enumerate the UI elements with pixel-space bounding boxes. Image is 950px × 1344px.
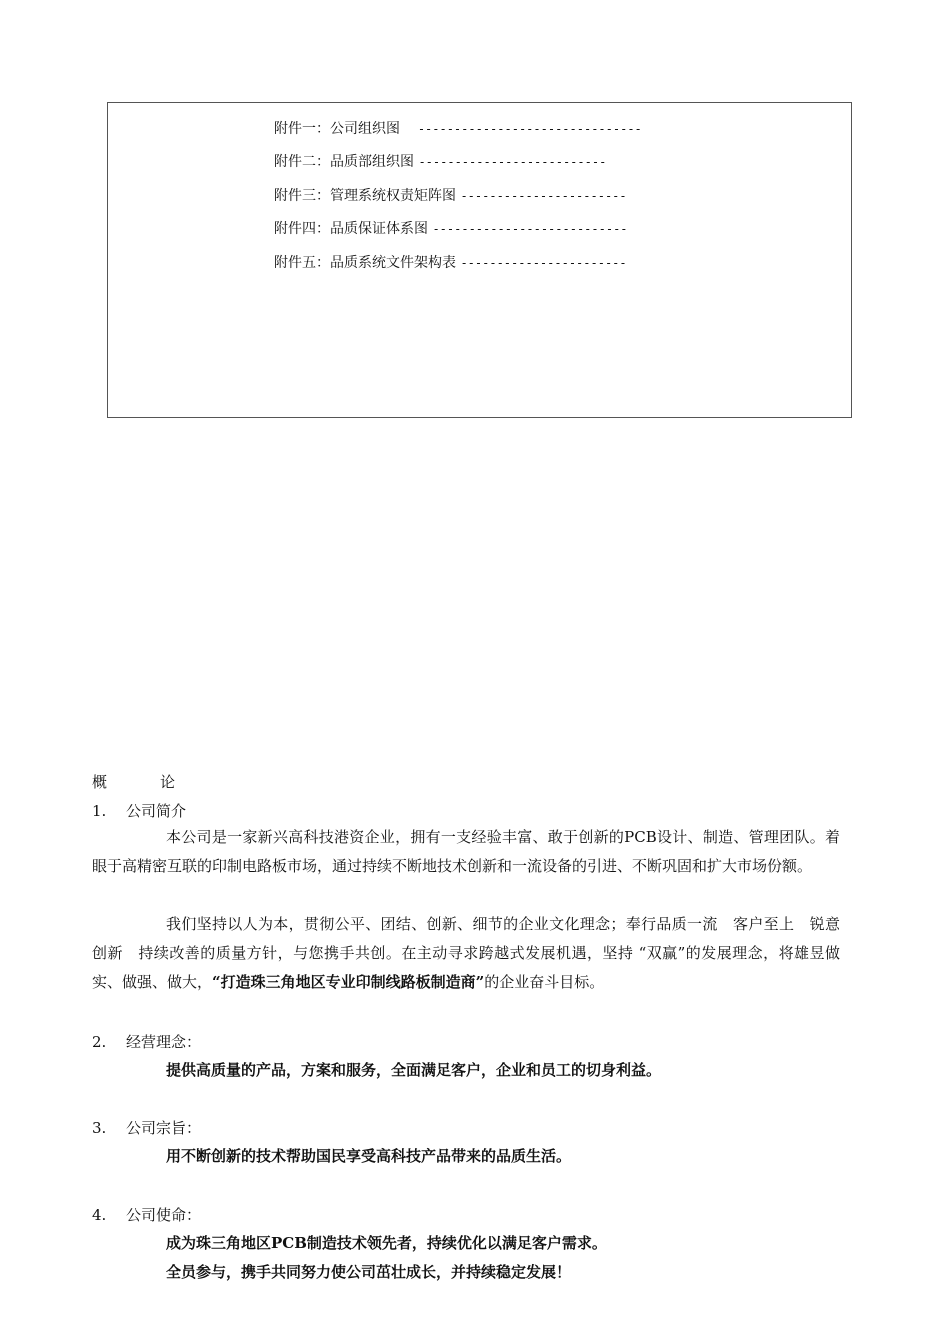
section-number: 4. <box>92 1206 107 1224</box>
section-number: 2. <box>92 1033 107 1051</box>
company-goal-emphasis: “打造珠三角地区专业印制线路板制造商” <box>212 973 485 991</box>
toc-item-1[interactable] <box>274 120 642 138</box>
paragraph-text-end: 的企业奋斗目标。 <box>484 973 605 991</box>
toc-item-label: 附件五：品质系统文件架构表 <box>274 255 456 271</box>
toc-leader: -------------------------- <box>418 155 607 169</box>
toc-leader: ------------------------------- <box>417 122 642 136</box>
company-purpose-text: 用不断创新的技术帮助国民享受高科技产品带来的品质生活。 <box>166 1147 572 1165</box>
section-3-heading <box>92 1117 201 1138</box>
section-heading-text: 公司宗旨： <box>126 1119 202 1137</box>
section-4-heading <box>92 1204 201 1225</box>
paragraph-text: 我们坚持以人为本，贯彻公平、团结、创新、细节的企业文化理念；奉行品质一流 客户至上 锐意创新 持续改善的质量方针，与您携手共创。在主动寻求跨越式发展机遇，坚持 “双赢”的发展理念，将雄昱做实、做强、做大， <box>92 915 840 991</box>
toc-item-label: 附件二：品质部组织图 <box>274 154 414 170</box>
company-mission-line-1: 成为珠三角地区PCB制造技术领先者，持续优化以满足客户需求。 <box>166 1234 607 1252</box>
section-2-heading <box>92 1031 201 1052</box>
toc-item-label: 附件一：公司组织图 <box>274 121 400 137</box>
section-number: 1. <box>92 802 107 820</box>
toc-item-label: 附件三：管理系统权责矩阵图 <box>274 188 456 204</box>
section-heading-text: 公司使命： <box>126 1206 202 1224</box>
business-philosophy-text: 提供高质量的产品，方案和服务，全面满足客户，企业和员工的切身利益。 <box>166 1061 662 1079</box>
toc-item-5[interactable] <box>274 254 627 272</box>
toc-item-3[interactable] <box>274 187 627 205</box>
toc-item-label: 附件四：品质保证体系图 <box>274 221 428 237</box>
section-number: 3. <box>92 1119 107 1137</box>
section-1-heading <box>92 800 186 821</box>
overview-title-char-2: 论 <box>160 773 176 791</box>
toc-item-2[interactable] <box>274 153 606 171</box>
overview-title-char-1: 概 <box>92 773 108 791</box>
section-heading-text: 经营理念： <box>126 1033 202 1051</box>
company-intro-paragraph-1: 本公司是一家新兴高科技港资企业，拥有一支经验丰富、敢于创新的PCB设计、制造、管理团队。着眼于高精密互联的印制电路板市场，通过持续不断地技术创新和一流设备的引进、不断巩固和扩大市场份额。 <box>92 828 840 875</box>
toc-item-4[interactable] <box>274 220 628 238</box>
section-heading-text: 公司简介 <box>126 802 187 820</box>
toc-leader: ----------------------- <box>460 256 627 270</box>
toc-leader: --------------------------- <box>432 222 628 236</box>
toc-leader: ----------------------- <box>460 189 627 203</box>
attachment-list-box <box>107 102 852 418</box>
company-mission-line-2: 全员参与，携手共同努力使公司茁壮成长，并持续稳定发展！ <box>166 1263 572 1281</box>
company-intro-paragraph-2 <box>92 910 840 997</box>
overview-title <box>92 771 175 792</box>
